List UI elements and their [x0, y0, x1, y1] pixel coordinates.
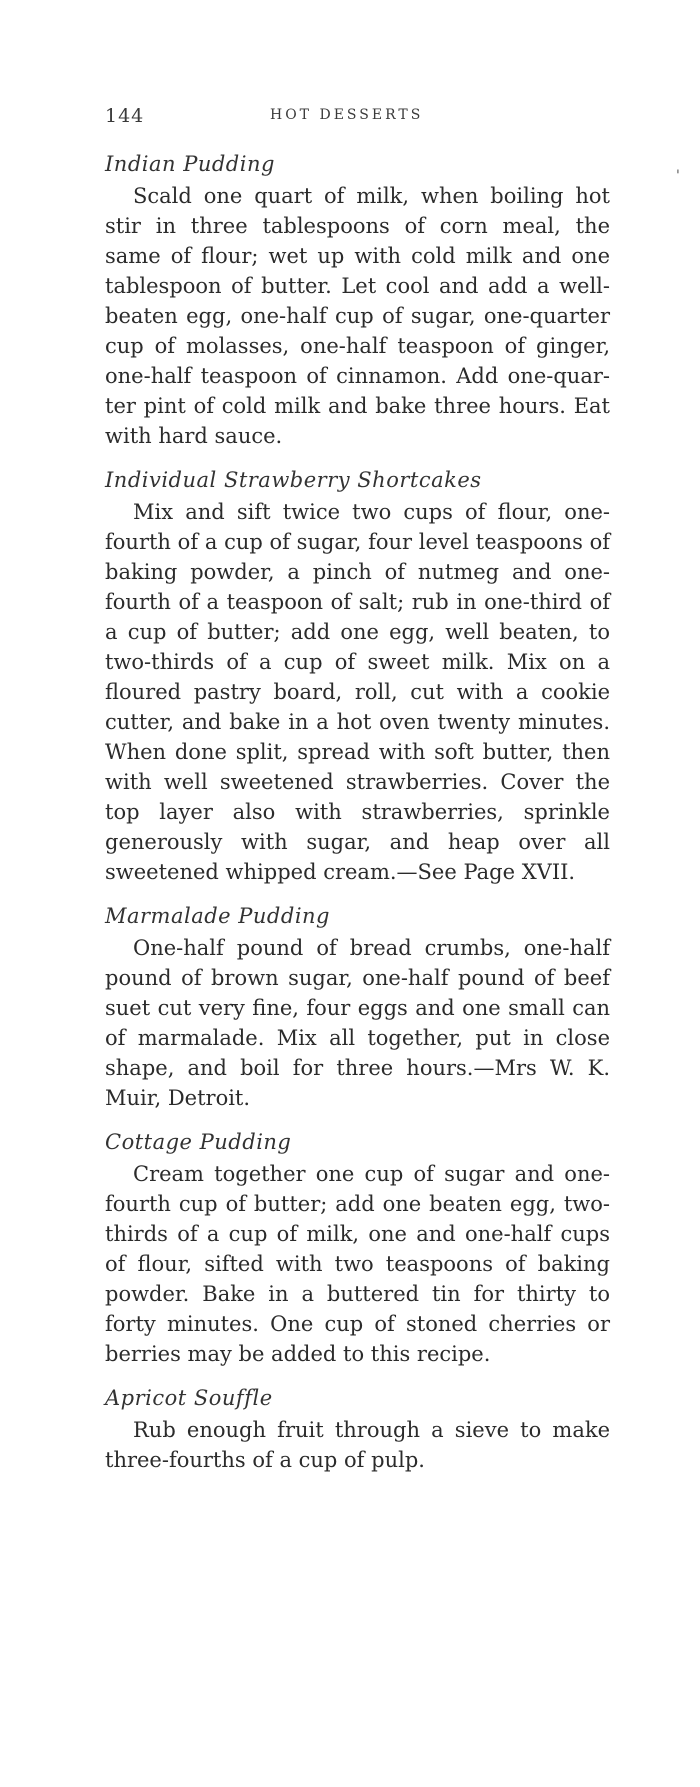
running-head [105, 95, 610, 135]
recipe-title: Individual Strawberry Shortcakes [105, 468, 482, 492]
recipe-marmalade-pudding [105, 901, 610, 1113]
recipe-title: Apricot Souffle [105, 1386, 273, 1410]
running-head-title: HOT DESSERTS [270, 107, 424, 123]
recipe-text: One-half pound of bread crumbs, one-half pound of brown sugar, one-half pound of beef suet cut very fine, four eggs and one small can of marmalade. Mix all together, put in close shape, and boil for three hours.—Mrs W. K. Muir, Detroit. [105, 936, 610, 1110]
recipe-cottage-pudding [105, 1127, 610, 1369]
recipe-title: Marmalade Pudding [105, 904, 331, 928]
recipe-individual-strawberry-shortcakes [105, 465, 610, 887]
recipe-title: Indian Pudding [105, 152, 275, 176]
recipe-text: Mix and sift twice two cups of flour, one-fourth of a cup of sugar, four level teaspoons of baking powder, a pinch of nutmeg and one-fourth of a teaspoon of salt; rub in one-third of a cup of butter; add one egg, well beaten, to two-thirds of a cup of sweet milk. Mix on a floured pastry board, roll, cut with a cookie cutter, and bake in a hot oven twenty minutes. When done split, spread with soft butter, then with well sweetened strawberries. Cover the top layer also with strawberries, sprinkle generously with sugar, and heap over all sweetened whipped cream.—See Page XVII. [105, 500, 610, 884]
page-number: 144 [105, 105, 145, 127]
margin-mark: ' [676, 168, 680, 184]
recipe-apricot-souffle [105, 1383, 610, 1475]
recipe-text: Scald one quart of milk, when boiling hot stir in three tablespoons of corn meal, the same of flour; wet up with cold milk and one tablespoon of butter. Let cool and add a well-beaten egg, one-half cup of sugar, one-quarter cup of molasses, one-half teaspoon of ginger, one-half teaspoon of cinnamon. Add one-quarter pint of cold milk and bake three hours. Eat with hard sauce. [105, 184, 610, 448]
recipe-text: Cream together one cup of sugar and one-fourth cup of butter; add one beaten egg, two-thirds of a cup of milk, one and one-half cups of flour, sifted with two teaspoons of baking powder. Bake in a buttered tin for thirty to forty minutes. One cup of stoned cherries or berries may be added to this recipe. [105, 1162, 610, 1366]
recipe-text: Rub enough fruit through a sieve to make three-fourths of a cup of pulp. [105, 1418, 610, 1472]
recipe-title: Cottage Pudding [105, 1130, 292, 1154]
book-page [105, 95, 610, 1475]
recipe-indian-pudding [105, 149, 610, 451]
